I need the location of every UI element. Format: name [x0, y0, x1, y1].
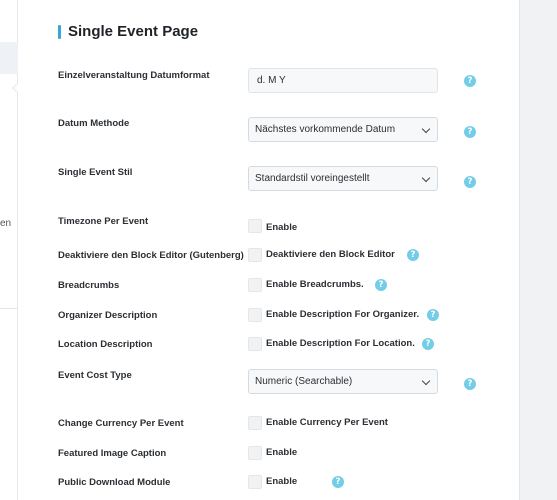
help-icon[interactable]: ?	[332, 476, 344, 488]
help-icon[interactable]: ?	[427, 309, 439, 321]
location-description-checkbox-label[interactable]: Enable Description For Location.	[266, 338, 415, 349]
chevron-down-icon	[422, 174, 430, 182]
timezone-checkbox-label[interactable]: Enable	[266, 222, 298, 233]
help-icon[interactable]: ?	[407, 249, 419, 261]
organizer-description-label: Organizer Description	[58, 310, 158, 321]
settings-panel	[18, 0, 520, 500]
section-accent-bar	[58, 25, 61, 39]
download-module-checkbox[interactable]	[248, 475, 262, 489]
help-icon[interactable]: ?	[375, 279, 387, 291]
section-title: Single Event Page	[68, 23, 199, 40]
single-event-style-value: Standardstil voreingestellt	[255, 173, 370, 184]
help-icon[interactable]: ?	[464, 176, 476, 188]
breadcrumbs-checkbox-label[interactable]: Enable Breadcrumbs.	[266, 279, 364, 290]
image-caption-checkbox[interactable]	[248, 446, 262, 460]
help-icon[interactable]: ?	[422, 338, 434, 350]
sidebar-active-item[interactable]	[0, 42, 18, 74]
admin-sidebar	[0, 0, 18, 500]
download-module-checkbox-label[interactable]: Enable	[266, 476, 298, 487]
timezone-checkbox[interactable]	[248, 219, 262, 233]
date-method-select[interactable]	[248, 117, 438, 142]
single-event-style-select[interactable]	[248, 166, 438, 191]
image-caption-label: Featured Image Caption	[58, 448, 167, 459]
help-icon[interactable]: ?	[464, 378, 476, 390]
chevron-down-icon	[422, 377, 430, 385]
sidebar-divider	[0, 308, 18, 309]
image-caption-checkbox-label[interactable]: Enable	[266, 447, 298, 458]
section-header	[58, 23, 198, 40]
currency-checkbox-label[interactable]: Enable Currency Per Event	[266, 417, 388, 428]
event-cost-type-label: Event Cost Type	[58, 370, 132, 381]
block-editor-checkbox[interactable]	[248, 248, 262, 262]
currency-label: Change Currency Per Event	[58, 418, 184, 429]
organizer-description-checkbox[interactable]	[248, 308, 262, 322]
timezone-label: Timezone Per Event	[58, 216, 149, 227]
breadcrumbs-checkbox[interactable]	[248, 278, 262, 292]
single-event-style-label: Single Event Stil	[58, 167, 133, 178]
date-format-label: Einzelveranstaltung Datumformat	[58, 70, 210, 81]
block-editor-checkbox-label[interactable]: Deaktiviere den Block Editor	[266, 249, 395, 260]
download-module-label: Public Download Module	[58, 477, 171, 488]
help-icon[interactable]: ?	[464, 126, 476, 138]
date-format-input[interactable]: d. M Y	[248, 68, 438, 93]
currency-checkbox[interactable]	[248, 416, 262, 430]
date-method-value: Nächstes vorkommende Datum	[255, 124, 396, 135]
sidebar-item-fragment[interactable]: en	[0, 218, 12, 229]
date-method-label: Datum Methode	[58, 118, 130, 129]
block-editor-label: Deaktiviere den Block Editor (Gutenberg)	[58, 250, 244, 261]
breadcrumbs-label: Breadcrumbs	[58, 280, 120, 291]
help-icon[interactable]: ?	[464, 75, 476, 87]
chevron-down-icon	[422, 125, 430, 133]
event-cost-type-value: Numeric (Searchable)	[255, 376, 353, 387]
location-description-label: Location Description	[58, 339, 153, 350]
event-cost-type-select[interactable]	[248, 369, 438, 394]
location-description-checkbox[interactable]	[248, 337, 262, 351]
organizer-description-checkbox-label[interactable]: Enable Description For Organizer.	[266, 309, 420, 320]
